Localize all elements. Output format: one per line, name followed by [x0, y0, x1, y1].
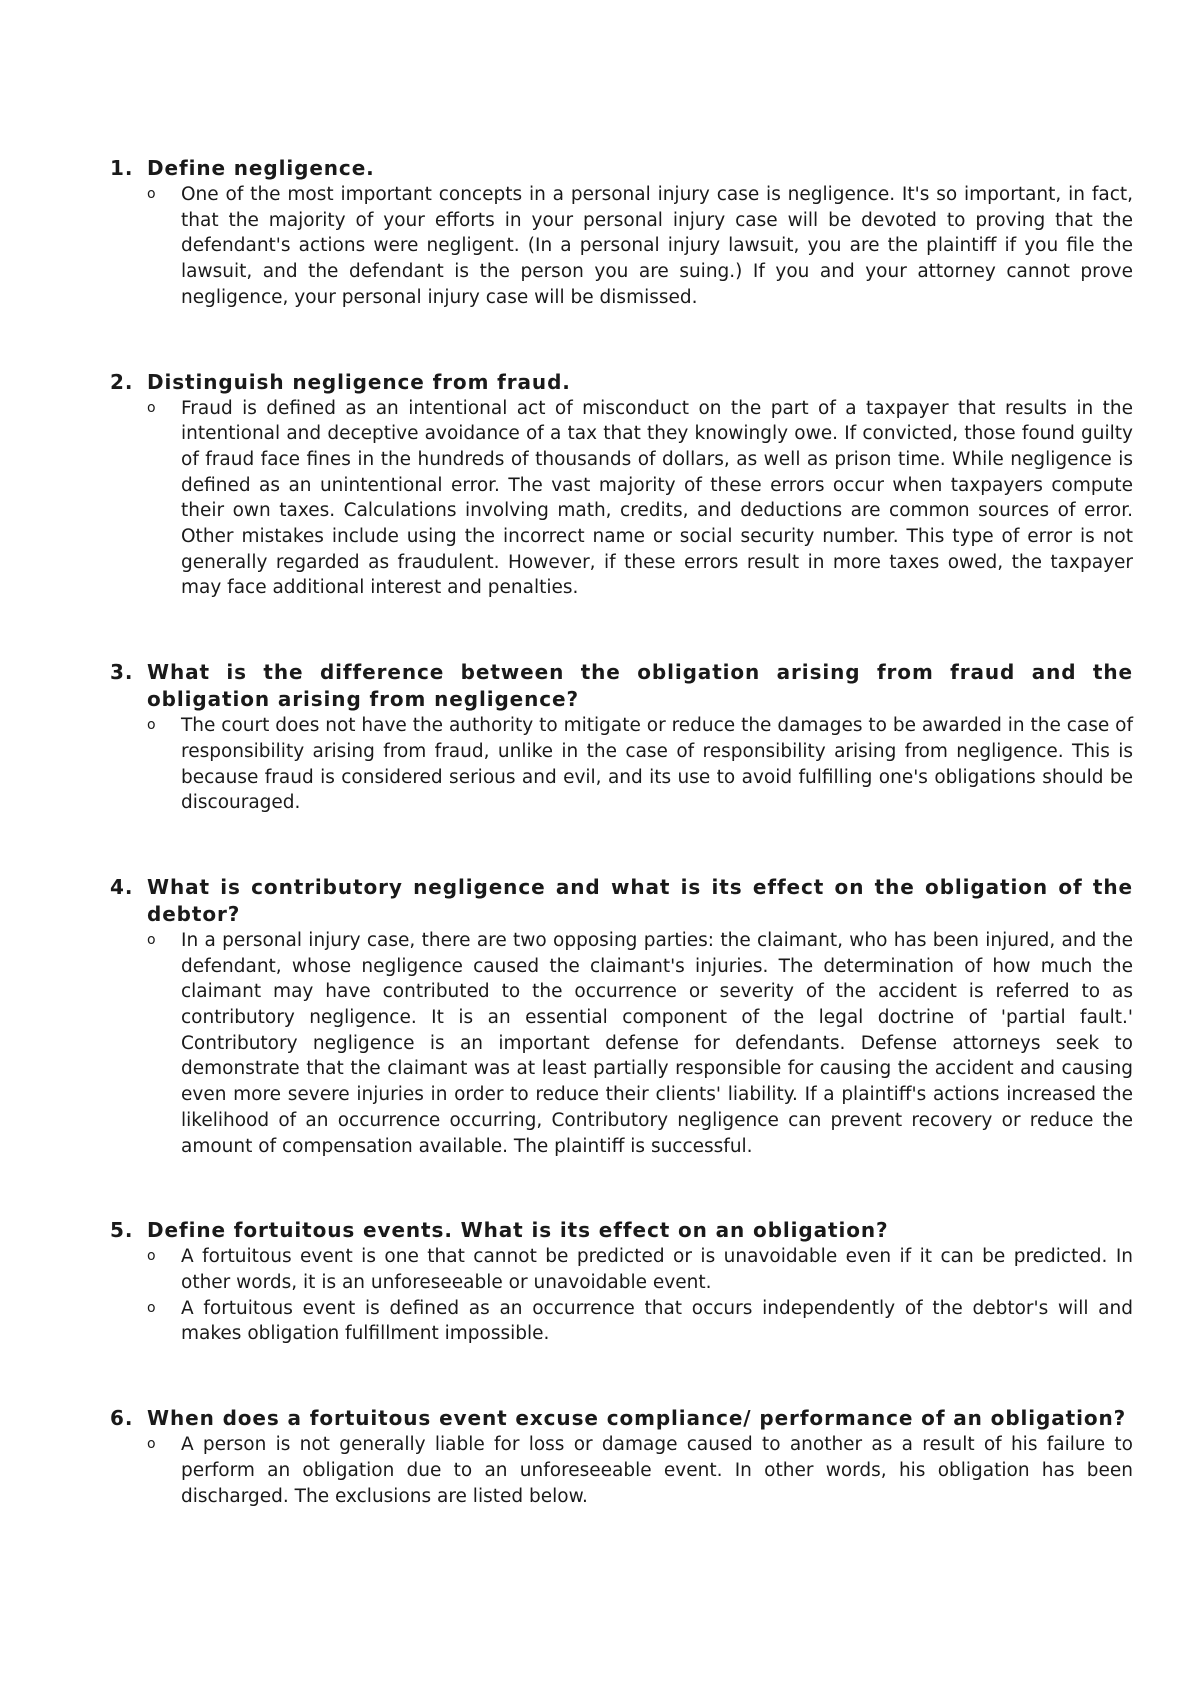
- question-title: Define fortuitous events. What is its effect on an obligation?: [147, 1218, 889, 1243]
- answer-text: One of the most important concepts in a personal injury case is negligence. It's so important, in fact, that the majority of your efforts in your personal injury case will be devoted to proving that the defendant's actions were negligent. (In a personal injury lawsuit, you are the plaintiff if you file the lawsuit, and the defendant is the person you are suing.) If you and your attorney cannot prove negligence, your personal injury case will be dismissed.: [181, 184, 1133, 308]
- question-5: [110, 1217, 1133, 1347]
- question-title: Distinguish negligence from fraud.: [147, 369, 571, 394]
- question-heading: [110, 155, 1133, 182]
- bullet-icon: o: [147, 931, 156, 948]
- answer-text: A fortuitous event is defined as an occurrence that occurs independently of the debtor's will and makes obligation fulfillment impossible.: [181, 1297, 1133, 1345]
- answer-list: [110, 1244, 1133, 1347]
- question-title: Define negligence.: [147, 156, 375, 180]
- question-number: 6.: [110, 1406, 134, 1431]
- answer-item: [110, 713, 1133, 816]
- bullet-icon: o: [147, 1299, 156, 1316]
- question-heading: [110, 659, 1133, 713]
- question-6: [110, 1405, 1133, 1509]
- question-heading: [110, 1217, 1133, 1244]
- answer-item: [110, 1296, 1133, 1347]
- bullet-icon: o: [147, 186, 156, 202]
- answer-list: [110, 713, 1133, 816]
- answer-item: [110, 1244, 1133, 1295]
- answer-list: [110, 1432, 1133, 1509]
- answer-text: In a personal injury case, there are two opposing parties: the claimant, who has been injured, and the defendant, whose negligence caused the claimant's injuries. The determination of how much the claimant may have contributed to the occurrence or severity of the accident is referred to as contributory negligence. It is an essential component of the legal doctrine of 'partial fault.' Contributory negligence is an important defense for defendants. Defense attorneys seek to demonstrate that the claimant was at least partially responsible for causing the accident and causing even more severe injuries in order to reduce their clients' liability. If a plaintiff's actions increased the likelihood of an occurrence occurring, Contributory negligence can prevent recovery or reduce the amount of compensation available. The plaintiff is successful.: [181, 929, 1133, 1157]
- bullet-icon: o: [147, 399, 156, 416]
- question-number: 2.: [110, 369, 134, 394]
- question-number: 5.: [110, 1218, 134, 1243]
- answer-text: Fraud is defined as an intentional act of misconduct on the part of a taxpayer that results in the intentional and deceptive avoidance of a tax that they knowingly owe. If convicted, those found guilty of fraud face fines in the hundreds of thousands of dollars, as well as prison time. While negligence is defined as an unintentional error. The vast majority of these errors occur when taxpayers compute their own taxes. Calculations involving math, credits, and deductions are common sources of error. Other mistakes include using the incorrect name or social security number. This type of error is not generally regarded as fraudulent. However, if these errors result in more taxes owed, the taxpayer may face additional interest and penalties.: [181, 397, 1133, 599]
- answer-list: [110, 928, 1133, 1159]
- answer-item: [110, 182, 1133, 311]
- question-title: When does a fortuitous event excuse compliance/ performance of an obligation?: [147, 1406, 1127, 1431]
- question-3: [110, 659, 1133, 816]
- bullet-icon: o: [147, 1436, 156, 1453]
- question-heading: [110, 1405, 1133, 1432]
- answer-item: [110, 1432, 1133, 1509]
- question-title: What is the difference between the obligation arising from fraud and the obligation arising from negligence?: [147, 660, 1133, 712]
- answer-list: [110, 182, 1133, 311]
- question-1: [110, 155, 1133, 311]
- question-4: [110, 874, 1133, 1159]
- question-title: What is contributory negligence and what is its effect on the obligation of the debtor?: [147, 874, 1133, 926]
- bullet-icon: o: [147, 1248, 156, 1265]
- answer-text: The court does not have the authority to mitigate or reduce the damages to be awarded in the case of responsibility arising from fraud, unlike in the case of responsibility arising from negligence. This is because fraud is considered serious and evil, and its use to avoid fulfilling one's obligations should be discouraged.: [181, 715, 1133, 814]
- answer-text: A fortuitous event is one that cannot be predicted or is unavoidable even if it can be predicted. In other words, it is an unforeseeable or unavoidable event.: [181, 1246, 1133, 1293]
- question-number: 3.: [110, 660, 134, 685]
- answer-text: A person is not generally liable for loss or damage caused to another as a result of his failure to perform an obligation due to an unforeseeable event. In other words, his obligation has been discharged. The exclusions are listed below.: [181, 1434, 1133, 1507]
- question-number: 1.: [110, 156, 134, 180]
- answer-item: [110, 396, 1133, 602]
- question-heading: [110, 369, 1133, 396]
- answer-list: [110, 396, 1133, 602]
- question-2: [110, 369, 1133, 602]
- answer-item: [110, 928, 1133, 1159]
- bullet-icon: o: [147, 717, 156, 734]
- question-heading: [110, 874, 1133, 928]
- question-number: 4.: [110, 874, 134, 899]
